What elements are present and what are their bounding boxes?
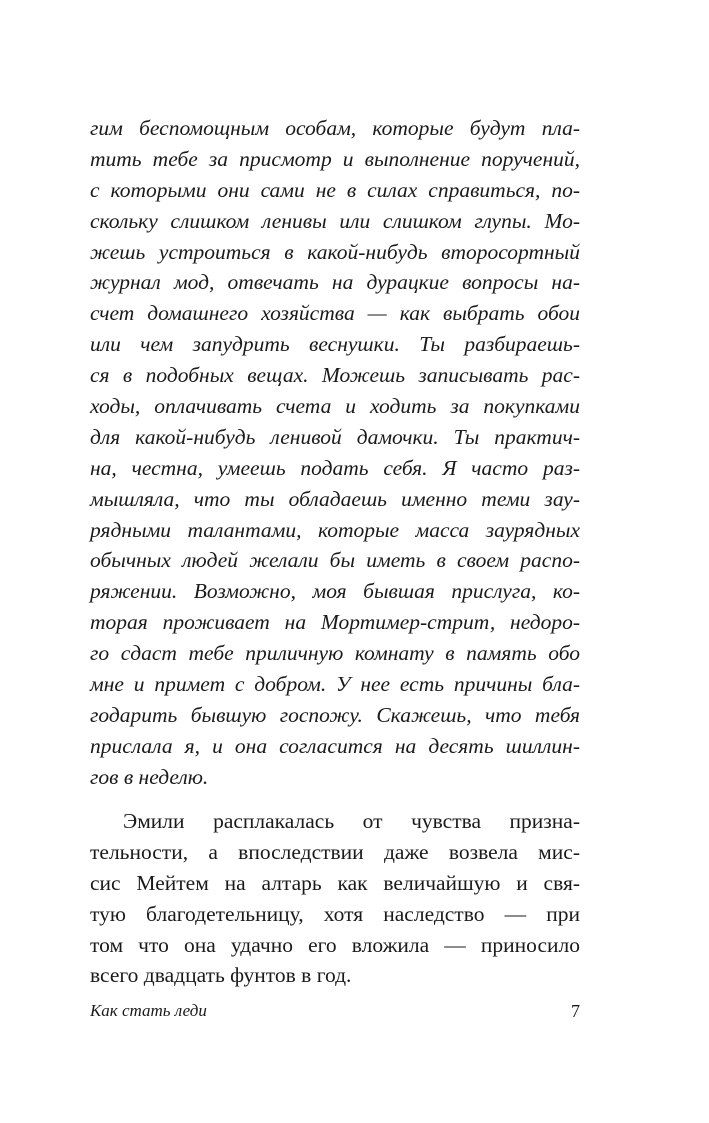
paragraph-line: гим беспомощным особам, которые будут пла- [90,116,580,140]
page-footer [90,997,580,1025]
paragraph-line: гов в неделю. [90,764,209,789]
paragraph-line: рядными талантами, которые масса заурядных [90,517,580,542]
paragraph-line: обычных людей желали бы иметь в своем распо- [90,548,580,573]
roman-paragraph [90,806,580,991]
paragraph-line: всего двадцать фунтов в год. [90,963,352,988]
paragraph-line: годарить бывшую госпожу. Скажешь, что тебя [90,702,580,727]
paragraph-line: с которыми они сами не в силах справиться, по- [90,177,580,202]
paragraph-line: для какой-нибудь ленивой дамочки. Ты практич- [90,424,580,449]
paragraph-line: скольку слишком ленивы или слишком глупы. Мо- [90,208,580,233]
paragraph-line: жешь устроиться в какой-нибудь второсортный [90,239,580,264]
paragraph-line: Эмили расплакалась от чувства призна- [123,809,580,833]
paragraph-line: го сдаст тебе приличную комнату в память обо [90,641,580,666]
paragraph-line: мышляла, что ты обладаешь именно теми зау- [90,486,580,511]
paragraph-line: ряжении. Возможно, моя бывшая прислуга, ко- [90,579,580,604]
running-title: Как стать леди [90,1001,207,1020]
paragraph-line: счет домашнего хозяйства — как выбрать обои [90,301,580,326]
paragraph-line: ходы, оплачивать счета и ходить за покупками [90,394,580,419]
paragraph-line: тить тебе за присмотр и выполнение поручений, [90,146,580,171]
paragraph-line: прислала я, и она согласится на десять шиллин- [90,733,580,758]
paragraph-line: мне и примет с добром. У нее есть причины бла- [90,672,580,697]
paragraph-line: торая проживает на Мортимер-стрит, недоро- [90,610,580,635]
page-number: 7 [571,1001,580,1021]
paragraph-line: сис Мейтем на алтарь как величайшую и свя- [90,870,580,895]
paragraph-line: или чем запудрить веснушки. Ты разбираешь- [90,332,580,357]
italic-paragraph [90,113,580,793]
paragraph-line: на, честна, умеешь подать себя. Я часто раз- [90,455,580,480]
paragraph-line: ся в подобных вещах. Можешь записывать рас- [90,363,580,388]
paragraph-line: журнал мод, отвечать на дурацкие вопросы на- [90,270,580,295]
paragraph-line: тую благодетельницу, хотя наследство — при [90,901,580,926]
paragraph-line: тельности, а впоследствии даже возвела мис- [90,839,580,864]
paragraph-line: том что она удачно его вложила — приносило [90,932,580,957]
